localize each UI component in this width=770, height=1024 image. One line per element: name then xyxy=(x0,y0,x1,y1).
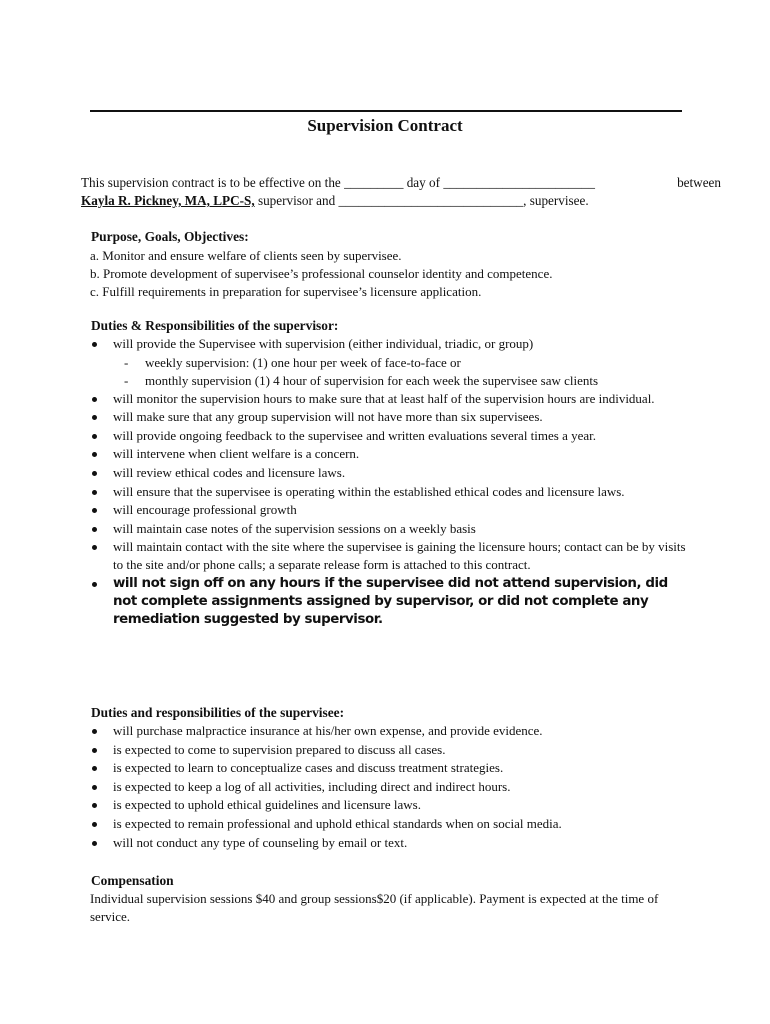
supervisor-name: Kayla R. Pickney, MA, LPC-S, xyxy=(81,193,255,208)
compensation-section xyxy=(91,873,691,926)
supervisee-duties-list xyxy=(91,722,691,852)
list-item: will review ethical codes and licensure laws. xyxy=(91,464,691,482)
list-item: will ensure that the supervisee is operating within the established ethical codes and licensure laws. xyxy=(91,483,691,501)
purpose-item-a: a. Monitor and ensure welfare of clients seen by supervisee. xyxy=(90,248,402,263)
list-item: is expected to uphold ethical guidelines and licensure laws. xyxy=(91,796,691,814)
list-item: will provide ongoing feedback to the supervisee and written evaluations several times a year. xyxy=(91,427,691,445)
supervisee-duties-section xyxy=(91,705,691,852)
list-item: will maintain contact with the site where the supervisee is gaining the licensure hours; contact can be by visits to the site and/or phone calls; a separate release form is attached to this contract. xyxy=(91,538,691,574)
purpose-heading: Purpose, Goals, Objectives: xyxy=(91,229,249,244)
list-item: is expected to remain professional and uphold ethical standards when on social media. xyxy=(91,815,691,833)
list-item: will maintain case notes of the supervision sessions on a weekly basis xyxy=(91,520,691,538)
bold-list-item: will not sign off on any hours if the supervisee did not attend supervision, did not complete assignments assigned by supervisor, or did not complete any remediation suggested by supervisor. xyxy=(91,575,691,629)
list-item: will provide the Supervisee with supervision (either individual, triadic, or group) xyxy=(91,335,691,353)
header-rule xyxy=(90,110,682,112)
sub-list-item: - weekly supervision: (1) one hour per week of face-to-face or xyxy=(91,354,691,372)
intro-line-1 xyxy=(81,174,721,192)
list-item: is expected to learn to conceptualize cases and discuss treatment strategies. xyxy=(91,759,691,777)
list-item: will monitor the supervision hours to make sure that at least half of the supervision hours are individual. xyxy=(91,390,691,408)
supervisor-duties-list xyxy=(91,335,691,629)
compensation-text: Individual supervision sessions $40 and group sessions$20 (if applicable). Payment is expected at the time of service. xyxy=(90,891,659,924)
intro-text-2: supervisor and ____________________________, supervisee. xyxy=(254,193,589,208)
intro-text-1: This supervision contract is to be effective on the _________ day of _______________________ xyxy=(81,175,595,190)
list-item: will encourage professional growth xyxy=(91,501,691,519)
purpose-item-c: c. Fulfill requirements in preparation for supervisee’s licensure application. xyxy=(90,284,482,299)
supervisee-duties-heading: Duties and responsibilities of the supervisee: xyxy=(91,705,345,720)
intro-line-2 xyxy=(81,192,721,210)
list-item: is expected to come to supervision prepared to discuss all cases. xyxy=(91,741,691,759)
document-title: Supervision Contract xyxy=(307,116,463,135)
compensation-heading: Compensation xyxy=(91,873,174,888)
supervisor-duties-heading: Duties & Responsibilities of the supervisor: xyxy=(91,318,339,333)
intro-text-between: between xyxy=(677,175,721,190)
sub-list-item: - monthly supervision (1) 4 hour of supervision for each week the supervisee saw clients xyxy=(91,372,691,390)
list-item: will make sure that any group supervision will not have more than six supervisees. xyxy=(91,408,691,426)
list-item: will not conduct any type of counseling by email or text. xyxy=(91,834,691,852)
purpose-item-b: b. Promote development of supervisee’s professional counselor identity and competence. xyxy=(90,266,553,281)
intro-paragraph xyxy=(81,174,721,210)
list-item: will purchase malpractice insurance at his/her own expense, and provide evidence. xyxy=(91,722,691,740)
supervisor-duties-section xyxy=(91,318,691,630)
list-item: will intervene when client welfare is a concern. xyxy=(91,445,691,463)
list-item: is expected to keep a log of all activities, including direct and indirect hours. xyxy=(91,778,691,796)
purpose-section xyxy=(91,229,691,301)
